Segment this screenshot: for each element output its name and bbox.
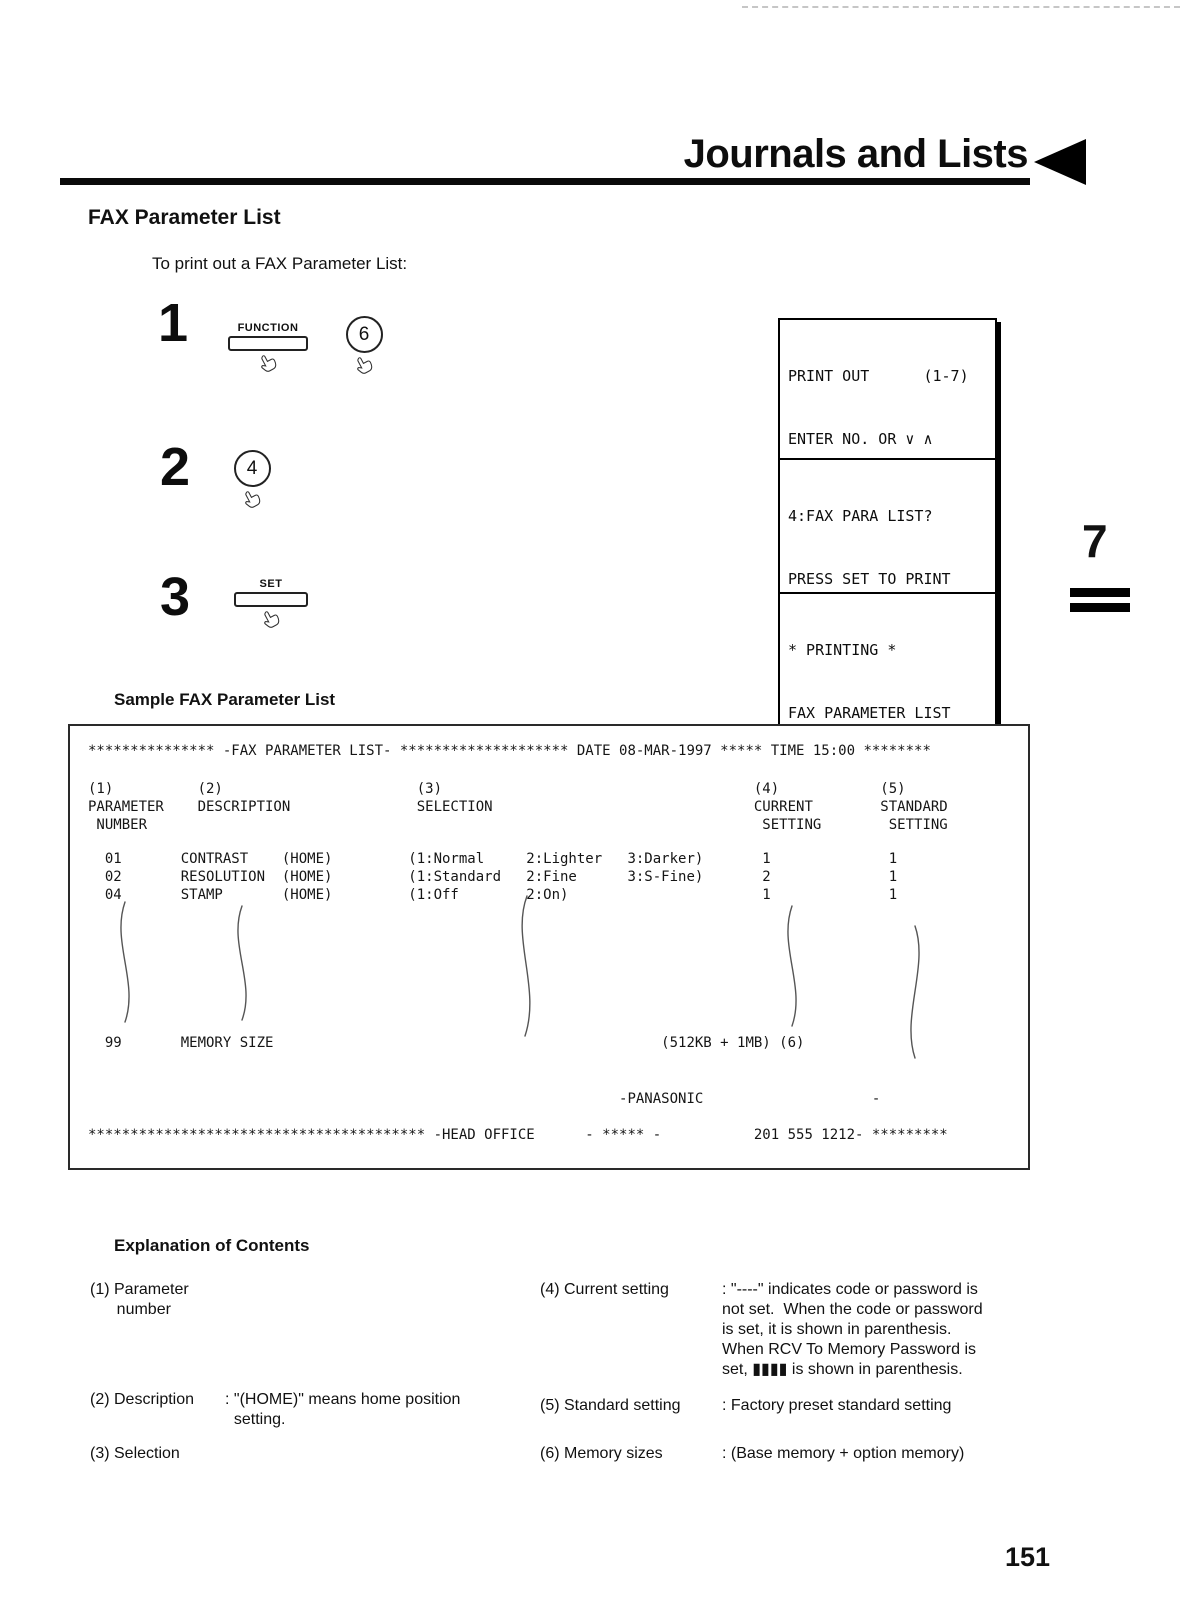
function-key-label: FUNCTION [237, 322, 299, 334]
printout-column-names: PARAMETER DESCRIPTION SELECTION CURRENT STANDARD [88, 799, 948, 815]
chapter-tab-bar [1070, 603, 1130, 612]
printout-column-names2: NUMBER SETTING SETTING [88, 817, 948, 833]
explanation-label: (6) Memory sizes [540, 1445, 663, 1462]
function-key-shape [228, 336, 308, 351]
lcd-line: FAX PARAMETER LIST [788, 704, 951, 722]
hand-press-icon [350, 351, 377, 378]
printout-row-01: 01 CONTRAST (HOME) (1:Normal 2:Lighter 3:Darker) 1 1 [88, 851, 898, 867]
scan-artifact [742, 6, 1180, 8]
explanation-item-2 [90, 1390, 460, 1430]
printout-row-02: 02 RESOLUTION (HOME) (1:Standard 2:Fine 3:S-Fine) 2 1 [88, 869, 898, 885]
explanation-item-3 [90, 1444, 225, 1464]
explanation-label: (2) Description [90, 1391, 195, 1408]
lcd-line: PRESS SET TO PRINT [788, 570, 951, 588]
set-key-label: SET [259, 578, 283, 590]
explanation-item-5 [540, 1396, 951, 1416]
printout-column-numbers: (1) (2) (3) (4) (5) [88, 781, 906, 797]
printout-header-line: *************** -FAX PARAMETER LIST- ******************** DATE 08-MAR-1997 ***** TIME 15:00 ******** [88, 743, 931, 759]
digit-key-4-label: 4 [234, 450, 271, 487]
digit-key-4 [230, 450, 274, 514]
hand-press-icon [257, 605, 284, 632]
set-key-shape [234, 592, 308, 607]
printout-brand-line: -PANASONIC - [88, 1091, 881, 1107]
explanation-label: (1) Parameter number [90, 1281, 189, 1318]
digit-key-6 [342, 316, 386, 380]
sample-heading: Sample FAX Parameter List [114, 690, 336, 709]
explanation-heading: Explanation of Contents [114, 1236, 310, 1255]
explanation-item-6 [540, 1444, 964, 1464]
lcd-line: PRINT OUT (1-7) [788, 367, 969, 385]
step-3-number: 3 [160, 567, 191, 627]
set-key [234, 578, 308, 634]
explanation-desc: : Factory preset standard setting [722, 1397, 952, 1414]
step-1-number: 1 [158, 293, 189, 353]
hand-press-icon [238, 485, 265, 512]
chapter-number: 7 [1082, 515, 1108, 567]
sample-printout [68, 724, 1030, 1170]
explanation-label: (5) Standard setting [540, 1397, 681, 1414]
page-number: 151 [1005, 1542, 1051, 1572]
explanation-item-4 [540, 1280, 1032, 1380]
page-title: Journals and Lists [683, 132, 1028, 176]
lcd-line: 4:FAX PARA LIST? [788, 507, 933, 525]
explanation-desc: : "(HOME)" means home position setting. [225, 1391, 461, 1428]
step-2-number: 2 [160, 437, 191, 497]
header-arrow-icon [1034, 139, 1086, 185]
explanation-desc: : (Base memory + option memory) [722, 1445, 965, 1462]
header-rule [60, 178, 1030, 185]
hand-press-icon [254, 349, 281, 376]
printout-row-04: 04 STAMP (HOME) (1:Off 2:On) 1 1 [88, 887, 898, 903]
explanation-desc: : "----" indicates code or password is not set. When the code or password is set, it is shown in parenthesis. When RCV To Memory Password is set, ▮▮▮▮ is shown in parenthesis. [722, 1281, 983, 1378]
lcd-line: * PRINTING * [788, 641, 897, 659]
explanation-item-1 [90, 1280, 225, 1320]
printout-row-99: 99 MEMORY SIZE (512KB + 1MB) (6) [88, 1035, 805, 1051]
function-key [228, 322, 308, 378]
section-title: FAX Parameter List [88, 206, 281, 229]
printout-footer-line: **************************************** -HEAD OFFICE - ***** - 201 555 1212- ********* [88, 1127, 948, 1143]
lcd-line: ENTER NO. OR ∨ ∧ [788, 430, 933, 448]
intro-text: To print out a FAX Parameter List: [152, 254, 408, 273]
explanation-label: (3) Selection [90, 1445, 180, 1462]
explanation-label: (4) Current setting [540, 1281, 669, 1298]
chapter-tab-bar [1070, 588, 1130, 597]
digit-key-6-label: 6 [346, 316, 383, 353]
